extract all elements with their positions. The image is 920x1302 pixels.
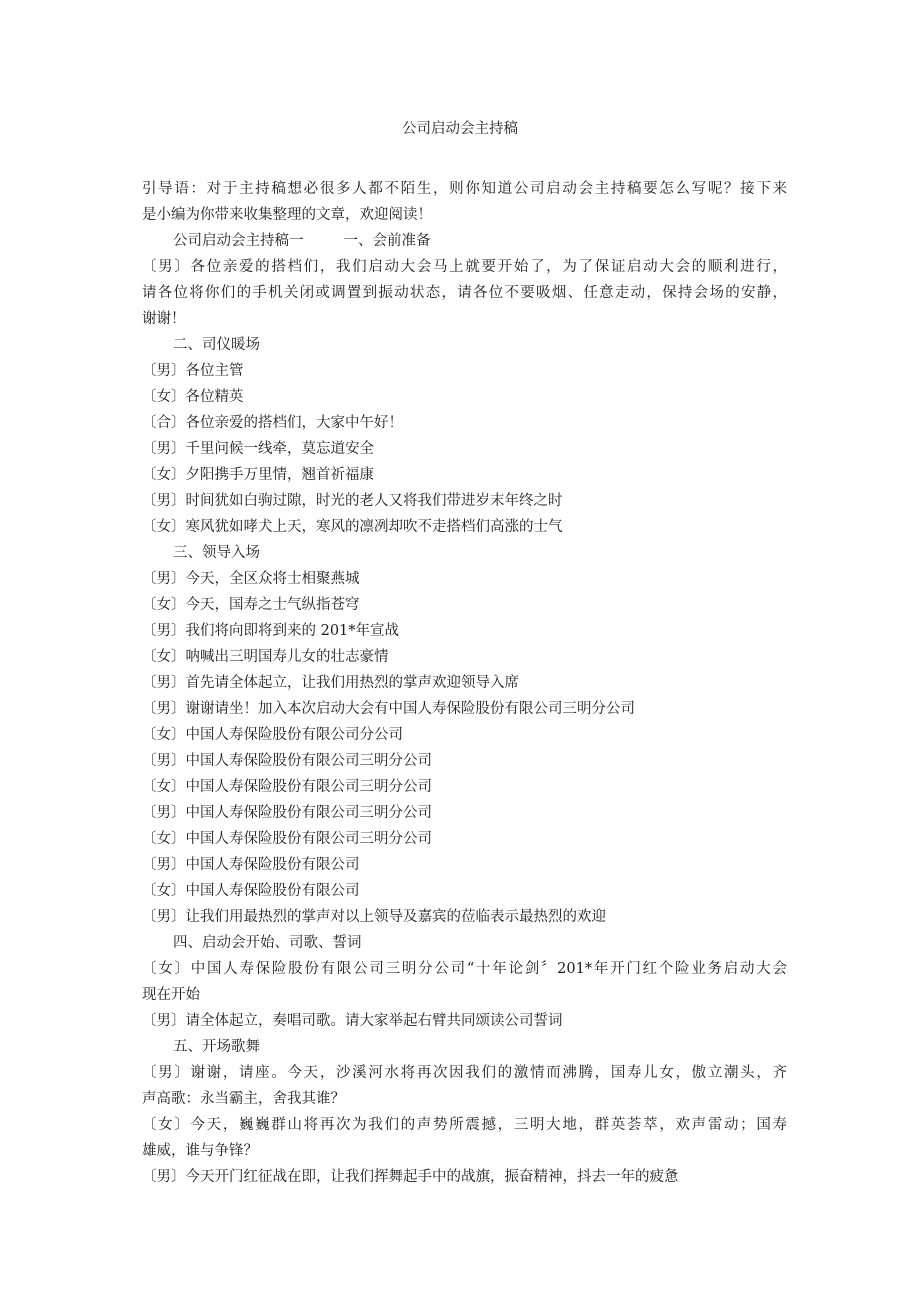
dialogue-line: 〔女〕各位精英 xyxy=(142,389,244,405)
paragraph-line: 〔男〕谢谢，请座。今天，沙溪河水将再次因我们的激情而沸腾，国寿儿女，傲立潮头，齐 xyxy=(142,1065,787,1081)
intro-line: 是小编为你带来收集整理的文章，欢迎阅读！ xyxy=(142,207,432,223)
part-heading: 公司启动会主持稿一 xyxy=(173,233,304,249)
dialogue-line: 〔男〕请全体起立，奏唱司歌。请大家举起右臂共同颂读公司誓词 xyxy=(142,1013,563,1029)
dialogue-line: 〔男〕今天开门红征战在即，让我们挥舞起手中的战旗，振奋精神，抖去一年的疲惫 xyxy=(142,1169,679,1185)
intro-line: 引导语：对于主持稿想必很多人都不陌生，则你知道公司启动会主持稿要怎么写呢？接下来 xyxy=(142,181,787,197)
dialogue-line: 〔女〕今天，国寿之士气纵指苍穹 xyxy=(142,597,360,613)
dialogue-line: 〔女〕寒风犹如哮犬上天，寒风的凛冽却吹不走搭档们高涨的士气 xyxy=(142,519,563,535)
paragraph-line: 〔女〕中国人寿保险股份有限公司三明分公司“十年论剑〞201*年开门红个险业务启动大会 xyxy=(142,961,787,977)
dialogue-line: 〔男〕各位主管 xyxy=(142,363,244,379)
dialogue-line: 〔男〕谢谢请坐！加入本次启动大会有中国人寿保险股份有限公司三明分公司 xyxy=(142,701,635,717)
dialogue-line: 〔男〕千里问候一线牵，莫忘道安全 xyxy=(142,441,374,457)
section-heading: 一、会前准备 xyxy=(343,233,431,249)
document-body xyxy=(142,176,787,1190)
dialogue-line: 〔女〕夕阳携手万里情，翘首祈福康 xyxy=(142,467,374,483)
paragraph-line: 请各位将你们的手机关闭或调置到振动状态，请各位不要吸烟、任意走动，保持会场的安静， xyxy=(142,285,787,301)
document-title: 公司启动会主持稿 xyxy=(402,121,518,137)
dialogue-line: 〔男〕中国人寿保险股份有限公司三明分公司 xyxy=(142,753,432,769)
paragraph-line: 〔女〕今天，巍巍群山将再次为我们的声势所震撼，三明大地，群英荟萃，欢声雷动；国寿 xyxy=(142,1117,787,1133)
dialogue-line: 〔女〕呐喊出三明国寿儿女的壮志豪情 xyxy=(142,649,389,665)
paragraph-line: 现在开始 xyxy=(142,987,200,1003)
dialogue-line: 〔女〕中国人寿保险股份有限公司三明分公司 xyxy=(142,779,432,795)
dialogue-line: 〔男〕时间犹如白驹过隙，时光的老人又将我们带进岁末年终之时 xyxy=(142,493,563,509)
paragraph-line: 〔男〕各位亲爱的搭档们，我们启动大会马上就要开始了，为了保证启动大会的顺利进行， xyxy=(142,259,787,275)
paragraph-line: 谢谢！ xyxy=(142,311,186,327)
dialogue-line: 〔合〕各位亲爱的搭档们，大家中午好！ xyxy=(142,415,403,431)
section-heading: 四、启动会开始、司歌、誓词 xyxy=(173,935,362,951)
dialogue-line: 〔女〕中国人寿保险股份有限公司三明分公司 xyxy=(142,831,432,847)
section-heading: 二、司仪暖场 xyxy=(173,337,260,353)
section-heading: 三、领导入场 xyxy=(173,545,260,561)
paragraph-line: 声高歌：永当霸主，舍我其谁？ xyxy=(142,1091,345,1107)
dialogue-line: 〔男〕首先请全体起立，让我们用热烈的掌声欢迎领导入席 xyxy=(142,675,519,691)
part-heading-row xyxy=(142,228,787,254)
dialogue-line: 〔男〕我们将向即将到来的 201*年宣战 xyxy=(142,623,400,639)
dialogue-line: 〔男〕让我们用最热烈的掌声对以上领导及嘉宾的莅临表示最热烈的欢迎 xyxy=(142,909,606,925)
dialogue-line: 〔男〕中国人寿保险股份有限公司 xyxy=(142,857,360,873)
dialogue-line: 〔女〕中国人寿保险股份有限公司 xyxy=(142,883,360,899)
dialogue-line: 〔男〕今天，全区众将士相聚燕城 xyxy=(142,571,360,587)
dialogue-line: 〔女〕中国人寿保险股份有限公司分公司 xyxy=(142,727,403,743)
section-heading: 五、开场歌舞 xyxy=(173,1039,260,1055)
dialogue-line: 〔男〕中国人寿保险股份有限公司三明分公司 xyxy=(142,805,432,821)
paragraph-line: 雄威，谁与争锋？ xyxy=(142,1143,258,1159)
